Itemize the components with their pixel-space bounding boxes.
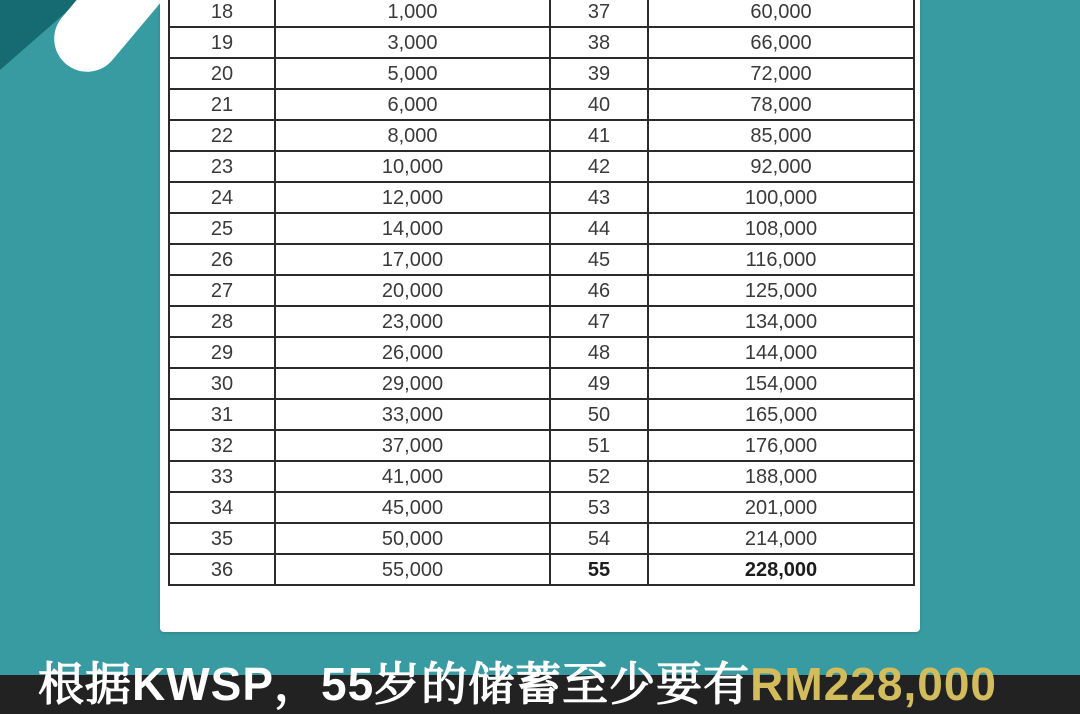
table-row [169, 492, 914, 523]
amount-cell: 165,000 [648, 399, 914, 430]
age-cell: 30 [169, 368, 275, 399]
age-cell: 29 [169, 337, 275, 368]
age-cell: 44 [550, 213, 648, 244]
table-row [169, 368, 914, 399]
amount-cell: 92,000 [648, 151, 914, 182]
age-cell: 46 [550, 275, 648, 306]
table-row [169, 430, 914, 461]
age-cell: 51 [550, 430, 648, 461]
age-cell: 28 [169, 306, 275, 337]
amount-cell: 201,000 [648, 492, 914, 523]
amount-cell: 85,000 [648, 120, 914, 151]
amount-cell: 41,000 [275, 461, 550, 492]
age-cell: 25 [169, 213, 275, 244]
age-cell: 42 [550, 151, 648, 182]
table-row [169, 151, 914, 182]
amount-cell: 228,000 [648, 554, 914, 585]
age-cell: 50 [550, 399, 648, 430]
amount-cell: 10,000 [275, 151, 550, 182]
age-cell: 43 [550, 182, 648, 213]
amount-cell: 176,000 [648, 430, 914, 461]
amount-cell: 5,000 [275, 58, 550, 89]
amount-cell: 1,000 [275, 0, 550, 27]
amount-cell: 33,000 [275, 399, 550, 430]
table-row [169, 306, 914, 337]
age-cell: 22 [169, 120, 275, 151]
table-row [169, 461, 914, 492]
amount-cell: 188,000 [648, 461, 914, 492]
table-row [169, 213, 914, 244]
caption-main: 根据KWSP，55岁的储蓄至少要有 [38, 658, 751, 710]
age-cell: 48 [550, 337, 648, 368]
savings-table [168, 0, 915, 586]
amount-cell: 12,000 [275, 182, 550, 213]
age-cell: 37 [550, 0, 648, 27]
table-row [169, 244, 914, 275]
amount-cell: 29,000 [275, 368, 550, 399]
amount-cell: 78,000 [648, 89, 914, 120]
amount-cell: 14,000 [275, 213, 550, 244]
age-cell: 21 [169, 89, 275, 120]
age-cell: 27 [169, 275, 275, 306]
amount-cell: 116,000 [648, 244, 914, 275]
table-row [169, 89, 914, 120]
table-row [169, 554, 914, 585]
amount-cell: 214,000 [648, 523, 914, 554]
age-cell: 55 [550, 554, 648, 585]
amount-cell: 100,000 [648, 182, 914, 213]
age-cell: 41 [550, 120, 648, 151]
amount-cell: 17,000 [275, 244, 550, 275]
age-cell: 47 [550, 306, 648, 337]
age-cell: 36 [169, 554, 275, 585]
age-cell: 35 [169, 523, 275, 554]
amount-cell: 20,000 [275, 275, 550, 306]
age-cell: 53 [550, 492, 648, 523]
amount-cell: 72,000 [648, 58, 914, 89]
age-cell: 49 [550, 368, 648, 399]
table-row [169, 27, 914, 58]
age-cell: 33 [169, 461, 275, 492]
amount-cell: 3,000 [275, 27, 550, 58]
amount-cell: 144,000 [648, 337, 914, 368]
table-row [169, 275, 914, 306]
table-row [169, 0, 914, 27]
amount-cell: 37,000 [275, 430, 550, 461]
amount-cell: 125,000 [648, 275, 914, 306]
amount-cell: 134,000 [648, 306, 914, 337]
age-cell: 38 [550, 27, 648, 58]
caption-text [38, 648, 997, 714]
amount-cell: 23,000 [275, 306, 550, 337]
amount-cell: 108,000 [648, 213, 914, 244]
amount-cell: 26,000 [275, 337, 550, 368]
age-cell: 18 [169, 0, 275, 27]
age-cell: 40 [550, 89, 648, 120]
table-card [160, 0, 920, 632]
age-cell: 24 [169, 182, 275, 213]
age-cell: 20 [169, 58, 275, 89]
amount-cell: 45,000 [275, 492, 550, 523]
caption-amount-highlight: RM228,000 [750, 658, 997, 710]
table-row [169, 58, 914, 89]
amount-cell: 55,000 [275, 554, 550, 585]
amount-cell: 60,000 [648, 0, 914, 27]
savings-table-body [169, 0, 914, 585]
amount-cell: 6,000 [275, 89, 550, 120]
age-cell: 52 [550, 461, 648, 492]
table-row [169, 182, 914, 213]
amount-cell: 66,000 [648, 27, 914, 58]
table-row [169, 399, 914, 430]
age-cell: 26 [169, 244, 275, 275]
age-cell: 34 [169, 492, 275, 523]
age-cell: 32 [169, 430, 275, 461]
amount-cell: 154,000 [648, 368, 914, 399]
age-cell: 31 [169, 399, 275, 430]
amount-cell: 50,000 [275, 523, 550, 554]
amount-cell: 8,000 [275, 120, 550, 151]
table-row [169, 337, 914, 368]
age-cell: 39 [550, 58, 648, 89]
table-row [169, 120, 914, 151]
age-cell: 19 [169, 27, 275, 58]
table-row [169, 523, 914, 554]
age-cell: 54 [550, 523, 648, 554]
age-cell: 45 [550, 244, 648, 275]
age-cell: 23 [169, 151, 275, 182]
